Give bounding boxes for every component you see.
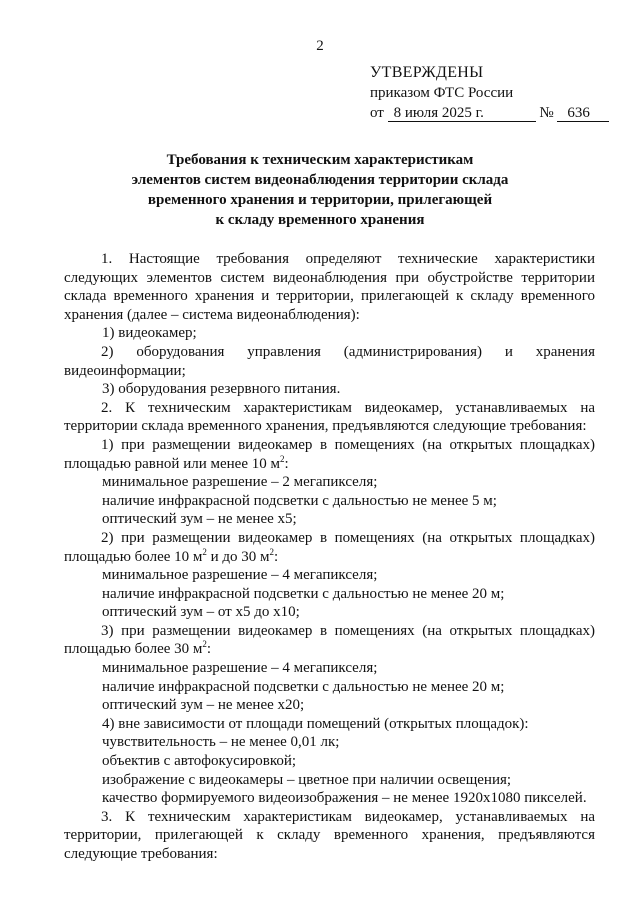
list-item: 4) вне зависимости от площади помещений (открытых площадок): (102, 715, 529, 732)
approval-title: УТВЕРЖДЕНЫ (370, 64, 484, 81)
list-item: минимальное разрешение – 2 мегапикселя; (102, 474, 378, 491)
number-label: № (539, 105, 554, 121)
document-body (64, 250, 595, 864)
order-number: 636 (557, 105, 609, 122)
title-line: к складу временного хранения (215, 212, 425, 228)
list-item: наличие инфракрасной подсветки с дальностью не менее 20 м; (102, 585, 505, 602)
list-item: оптический зум – не менее x5; (102, 511, 297, 528)
item-end: : (274, 548, 279, 565)
item-end: : (284, 455, 289, 472)
list-item (64, 529, 595, 566)
item-text: 1) при размещении видеокамер в помещениях (на открытых площадках) площадью равной или менее 10 м (64, 436, 595, 472)
title-line: временного хранения и территории, прилегающей (147, 192, 493, 208)
paragraph-3: 3. К техническим характеристикам видеокамер, устанавливаемых на территории, прилегающей к складу временного хранения, предъявляются следующие требования: (64, 808, 595, 862)
order-date: 8 июля 2025 г. (388, 105, 536, 122)
list-item: наличие инфракрасной подсветки с дальностью не менее 20 м; (102, 678, 505, 695)
paragraph-1: 1. Настоящие требования определяют технические характеристики следующих элементов систем видеонаблюдения при обустройстве территории склада временного хранения и территории, прилегающей к складу временного хранения (далее – система видеонаблюдения): (64, 251, 595, 323)
item-text: 2) при размещении видеокамер в помещениях (на открытых площадках) площадью более 10 м (64, 529, 595, 565)
item-text: 3) при размещении видеокамер в помещениях (на открытых площадках) площадью более 30 м (64, 622, 595, 658)
list-item: оптический зум – не менее x20; (102, 697, 305, 714)
title-line: Требования к техническим характеристикам (166, 152, 474, 168)
superscript: 2 (202, 546, 207, 557)
approval-order: приказом ФТС России (370, 85, 514, 101)
list-item: 2) оборудования управления (администрирования) и хранения видеоинформации; (64, 343, 595, 379)
approval-block (370, 63, 610, 123)
list-item (64, 622, 595, 659)
list-item: оптический зум – от x5 до x10; (102, 604, 300, 621)
list-item: минимальное разрешение – 4 мегапикселя; (102, 660, 378, 677)
list-item (64, 436, 595, 473)
superscript: 2 (269, 546, 275, 557)
list-item: минимальное разрешение – 4 мегапикселя; (102, 567, 378, 584)
list-item: 3) оборудования резервного питания. (102, 381, 341, 398)
item-end: : (206, 641, 212, 658)
page-number: 2 (316, 38, 324, 54)
superscript: 2 (202, 639, 207, 650)
from-label: от (370, 105, 384, 121)
list-item: изображение с видеокамеры – цветное при наличии освещения; (102, 771, 512, 788)
approval-date-number-row (370, 103, 610, 123)
list-item: 1) видеокамер; (102, 325, 197, 342)
paragraph-2: 2. К техническим характеристикам видеокамер, устанавливаемых на территории склада временного хранения, предъявляются следующие требования: (64, 399, 595, 435)
item-text: и до 30 м (206, 548, 270, 565)
superscript: 2 (279, 453, 285, 464)
list-item: объектив с автофокусировкой; (102, 753, 297, 770)
list-item: качество формируемого видеоизображения – не менее 1920x1080 пикселей. (102, 790, 587, 807)
title-line: элементов систем видеонаблюдения территории склада (131, 172, 509, 188)
list-item: наличие инфракрасной подсветки с дальностью не менее 5 м; (102, 492, 497, 509)
document-title (0, 150, 640, 230)
list-item: чувствительность – не менее 0,01 лк; (102, 734, 340, 751)
